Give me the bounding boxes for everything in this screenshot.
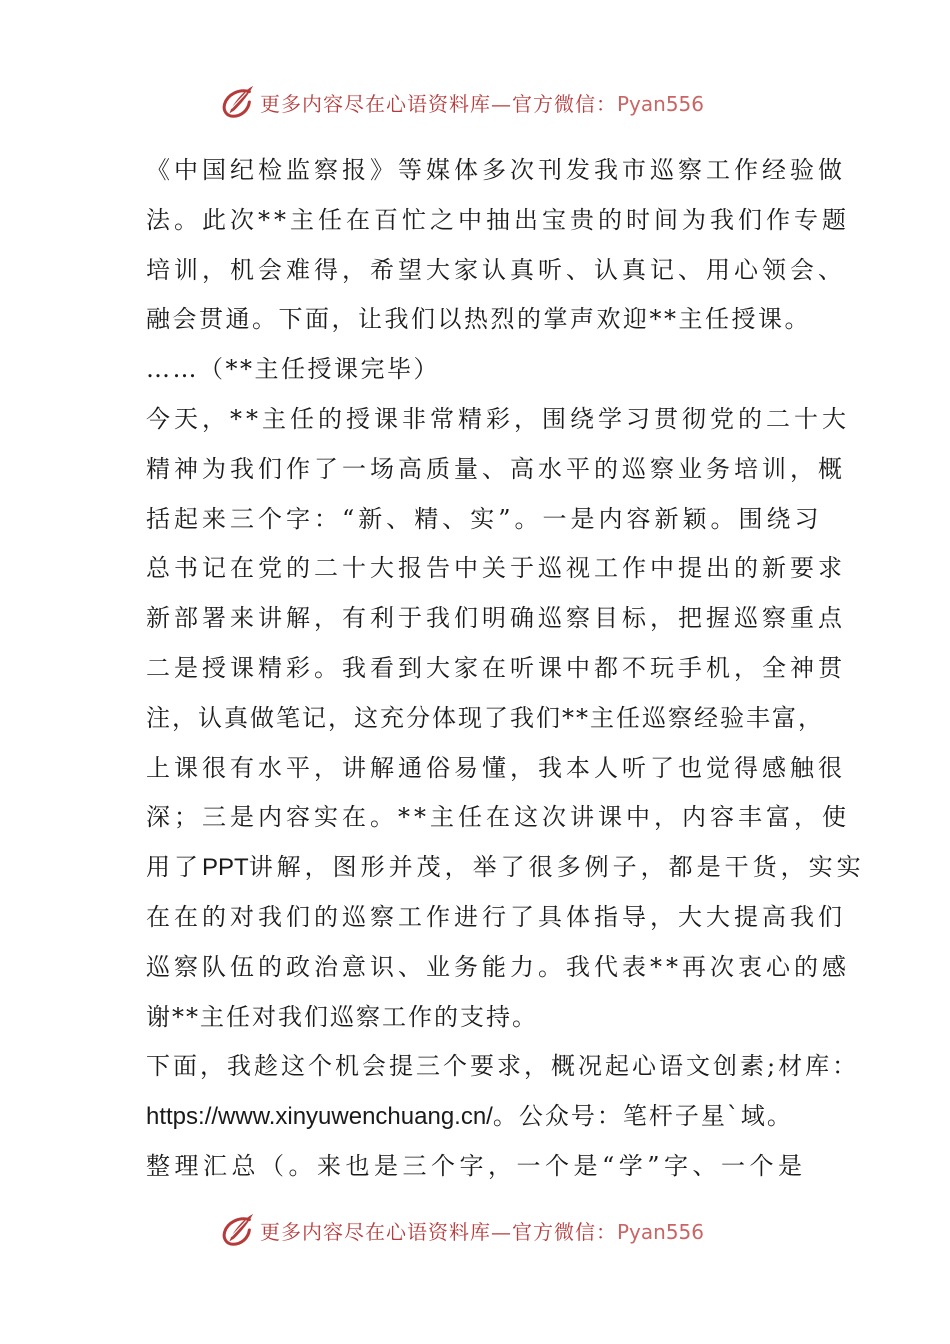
quill-pen-logo-icon xyxy=(218,83,256,121)
text-segment: 整理汇总（。来也是三个字，一个是“学”字、一个是 xyxy=(146,1151,807,1180)
text-line xyxy=(146,299,826,349)
text-line xyxy=(146,150,846,200)
latin-text: https://www.xinyuwenchuang.cn/ xyxy=(146,1103,493,1131)
text-line xyxy=(146,698,826,748)
footer-banner xyxy=(0,1208,950,1252)
text-segment: 用了 xyxy=(146,853,202,882)
text-segment: 新部署来讲解，有利于我们明确巡察目标，把握巡察重点 xyxy=(146,604,846,633)
text-line xyxy=(146,1046,860,1096)
text-segment: 二是授课精彩。我看到大家在听课中都不玩手机，全神贯 xyxy=(146,653,846,682)
banner-text: 更多内容尽在心语资料库—官方微信：Pyan556 xyxy=(259,91,704,116)
text-line xyxy=(146,997,826,1047)
text-segment: 下面，我趁这个机会提三个要求，概况起心语文创素;材库： xyxy=(146,1052,860,1081)
text-segment: 精神为我们作了一场高质量、高水平的巡察业务培训，概 xyxy=(146,454,846,483)
text-line xyxy=(146,1096,826,1146)
document-body xyxy=(146,150,865,1196)
text-line xyxy=(146,648,846,698)
latin-text: PPT xyxy=(202,854,249,882)
text-line xyxy=(146,449,846,499)
text-segment: 谢**主任对我们巡察工作的支持。 xyxy=(146,1002,538,1031)
text-segment: 巡察队伍的政治意识、业务能力。我代表**再次衷心的感 xyxy=(146,952,850,981)
text-segment: 。公众号：笔杆子星`域。 xyxy=(492,1102,793,1131)
text-line xyxy=(146,548,846,598)
quill-pen-logo-icon xyxy=(218,1211,256,1249)
text-segment: 上课很有水平，讲解通俗易懂，我本人听了也觉得感触很 xyxy=(146,753,846,782)
text-segment: 《中国纪检监察报》等媒体多次刊发我市巡察工作经验做 xyxy=(146,156,846,184)
text-line xyxy=(146,847,865,897)
text-segment: 融会贯通。下面，让我们以热烈的掌声欢迎**主任授课。 xyxy=(146,305,811,334)
text-segment: 讲解，图形并茂，举了很多例子，都是干货，实实 xyxy=(248,853,865,882)
text-line xyxy=(146,200,850,250)
text-line xyxy=(146,797,850,847)
text-segment: 注，认真做笔记，这充分体现了我们**主任巡察经验丰富， xyxy=(146,703,824,732)
text-line xyxy=(146,598,846,648)
text-segment: 括起来三个字：“新、精、实”。一是内容新颖。围绕习 xyxy=(146,504,823,533)
text-segment: 深；三是内容实在。**主任在这次讲课中，内容丰富，使 xyxy=(146,803,850,832)
text-segment: ……（**主任授课完毕） xyxy=(146,355,440,384)
text-line xyxy=(146,399,850,449)
text-segment: 今天，**主任的授课非常精彩，围绕学习贯彻党的二十大 xyxy=(146,404,850,433)
text-line xyxy=(146,1146,826,1196)
text-line xyxy=(146,250,846,300)
text-segment: 培训，机会难得，希望大家认真听、认真记、用心领会、 xyxy=(146,255,846,284)
text-line xyxy=(146,499,826,549)
text-segment: 总书记在党的二十大报告中关于巡视工作中提出的新要求 xyxy=(146,554,846,583)
text-line xyxy=(146,748,846,798)
text-segment: 法。此次**主任在百忙之中抽出宝贵的时间为我们作专题 xyxy=(146,205,850,234)
text-line xyxy=(146,897,846,947)
text-line xyxy=(146,947,850,997)
header-banner xyxy=(0,80,950,124)
text-line xyxy=(146,349,826,399)
banner-text: 更多内容尽在心语资料库—官方微信：Pyan556 xyxy=(259,1219,704,1244)
text-segment: 在在的对我们的巡察工作进行了具体指导，大大提高我们 xyxy=(146,902,846,931)
